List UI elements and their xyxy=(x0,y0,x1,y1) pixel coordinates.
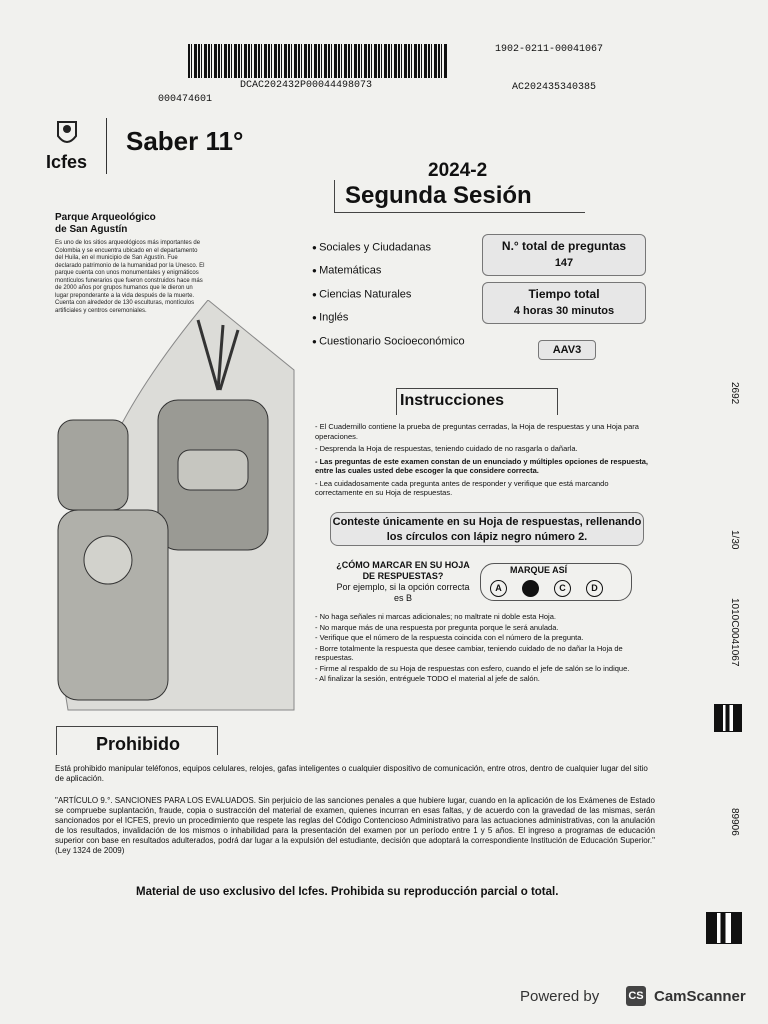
park-title: Parque Arqueológico de San Agustín xyxy=(55,212,156,235)
option-bubble-b-filled xyxy=(522,580,539,597)
how-to-mark xyxy=(336,560,470,604)
rules-list xyxy=(315,612,653,685)
side-number-b: 1/30 xyxy=(729,530,740,550)
instruction-item: - Lea cuidadosamente cada pregunta antes de responder y verifique que está marcando correctamente en su Hoja de respuestas. xyxy=(315,478,609,497)
rule-item: - Verifique que el número de la respuesta coincida con el número de la pregunta. xyxy=(315,633,584,642)
questions-box xyxy=(482,234,646,276)
prohibited-text: Está prohibido manipular teléfonos, equipos celulares, relojes, gafas inteligentes o cualquier dispositivo de comunicación, entre otros, dentro de cualquier lugar del sitio de aplicación. xyxy=(55,764,648,783)
barcode-text: DCAC202432P00044498073 xyxy=(240,80,373,91)
time-box xyxy=(482,282,646,324)
subjects-list xyxy=(312,236,465,353)
rule-item: - Firme al respaldo de su Hoja de respuestas con esfero, cuando el jefe de salón se lo indique. xyxy=(315,663,630,673)
side-number-d: 89906 xyxy=(729,808,740,836)
rule-item: - Al finalizar la sesión, entréguele TODO el material al jefe de salón. xyxy=(315,674,540,683)
prohibited-title: Prohibido xyxy=(96,734,180,754)
instruction-item: - Desprenda la Hoja de respuestas, teniendo cuidado de no rasgarla o dañarla. xyxy=(315,444,578,453)
answer-sheet-note-text: Conteste únicamente en su Hoja de respuestas, rellenando los círculos con lápiz negro número 2. xyxy=(332,516,642,543)
park-description: Es uno de los sitios arqueológicos más importantes de Colombia y se encuentra ubicado en el departamento del Huila, en el municipio de San Agustín. Fue declarado patrimonio de la humanidad por la Unesco. El parque cuenta con unos monumentales y enigmáticos montículos funerarios que fueron construidos hace más de 2000 años por grupos humanos que le dieron un lugar preponderante a la vida después de la muerte. Cuenta con alrededor de 130 esculturas, montículos artificiales y centros ceremoniales. xyxy=(55,240,205,314)
subject-item: ● Ciencias Naturales xyxy=(312,283,465,306)
option-bubble-d: D xyxy=(586,580,603,597)
time-label: Tiempo total xyxy=(528,287,600,301)
subject-item: ● Cuestionario Socioeconómico xyxy=(312,330,465,353)
qr-code-icon xyxy=(714,704,742,732)
subject-item: ● Matemáticas xyxy=(312,259,465,282)
booklet-code: 1902-0211-00041067 xyxy=(495,44,604,55)
powered-by-label: Powered by xyxy=(520,988,600,1005)
how-example: Por ejemplo, si la opción correcta es B xyxy=(336,582,470,603)
exam-code: AC202435340385 xyxy=(512,82,597,93)
time-value: 4 horas 30 minutos xyxy=(513,305,615,317)
side-number-a: 2692 xyxy=(729,382,740,405)
questions-label: N.° total de preguntas xyxy=(501,239,627,253)
brand-name: Icfes xyxy=(46,152,88,172)
camscanner-logo-icon: CS xyxy=(626,986,646,1006)
form-code: AAV3 xyxy=(538,340,596,360)
session-title: Segunda Sesión xyxy=(345,182,532,209)
rule-item: - No haga señales ni marcas adicionales; no maltrate ni doble esta Hoja. xyxy=(315,612,556,621)
instruction-item: - El Cuadernillo contiene la prueba de preguntas cerradas, la Hoja de respuestas y una Hoja para operaciones. xyxy=(315,422,639,441)
subject-item: ● Inglés xyxy=(312,306,465,329)
option-bubble-a: A xyxy=(490,580,507,597)
rule-item: - Borre totalmente la respuesta que desee cambiar, teniendo cuidado de no dañar la Hoja de respuestas. xyxy=(315,643,623,662)
exam-title: Saber 11° xyxy=(126,126,244,156)
option-bubble-c: C xyxy=(554,580,571,597)
footer-note: Material de uso exclusivo del Icfes. Prohibida su reproducción parcial o total. xyxy=(136,886,559,898)
instructions-title: Instrucciones xyxy=(400,392,505,409)
answer-sheet-note xyxy=(330,512,644,546)
subject-item: ● Sociales y Ciudadanas xyxy=(312,236,465,259)
rule-item: - No marque más de una respuesta por pregunta porque le será anulada. xyxy=(315,622,559,632)
how-title: ¿CÓMO MARCAR EN SU HOJA DE RESPUESTAS? xyxy=(336,560,470,581)
statue-illustration xyxy=(48,300,300,720)
side-number-c: 1010C0041067 xyxy=(729,598,740,667)
questions-value: 147 xyxy=(554,257,574,269)
mark-label: MARQUE ASÍ xyxy=(510,565,568,575)
exam-year: 2024-2 xyxy=(428,160,488,181)
instructions-list xyxy=(315,422,653,501)
divider xyxy=(106,118,107,174)
sanctions-article: "ARTÍCULO 9.°. SANCIONES PARA LOS EVALUADOS. Sin perjuicio de las sanciones penales a que hubiere lugar, cuando en la aplicación de los Exámenes de Estado se compruebe suplantación, fraude, copia o sustracción del material de examen, quienes incurran en esas faltas, y de acuerdo con la gravedad de las mismas, serán sancionados por el ICFES, previo un procedimiento que respete las reglas del Código Contencioso Administrativo para las actuaciones administrativas, con la anulación de los resultados, invalidación de los mismos o inhabilidad para la presentación del examen por un período entre 1 y 5 años. El ingreso a programas de educación superior con base en resultados adulterados, podrá dar lugar a la expulsión del estudiante, decisión que adoptará la correspondiente Institución de Educación Superior." (Ley 1324 de 2009) xyxy=(55,796,655,855)
serial-number: 000474601 xyxy=(158,94,213,105)
coat-of-arms-icon xyxy=(50,118,84,150)
camscanner-label: CamScanner xyxy=(654,988,746,1005)
qr-code-icon xyxy=(706,912,742,944)
barcode xyxy=(188,44,448,78)
instruction-item: - Las preguntas de este examen constan de un enunciado y múltiples opciones de respuesta, entre las cuales usted debe escoger la que considere correcta. xyxy=(315,456,649,475)
